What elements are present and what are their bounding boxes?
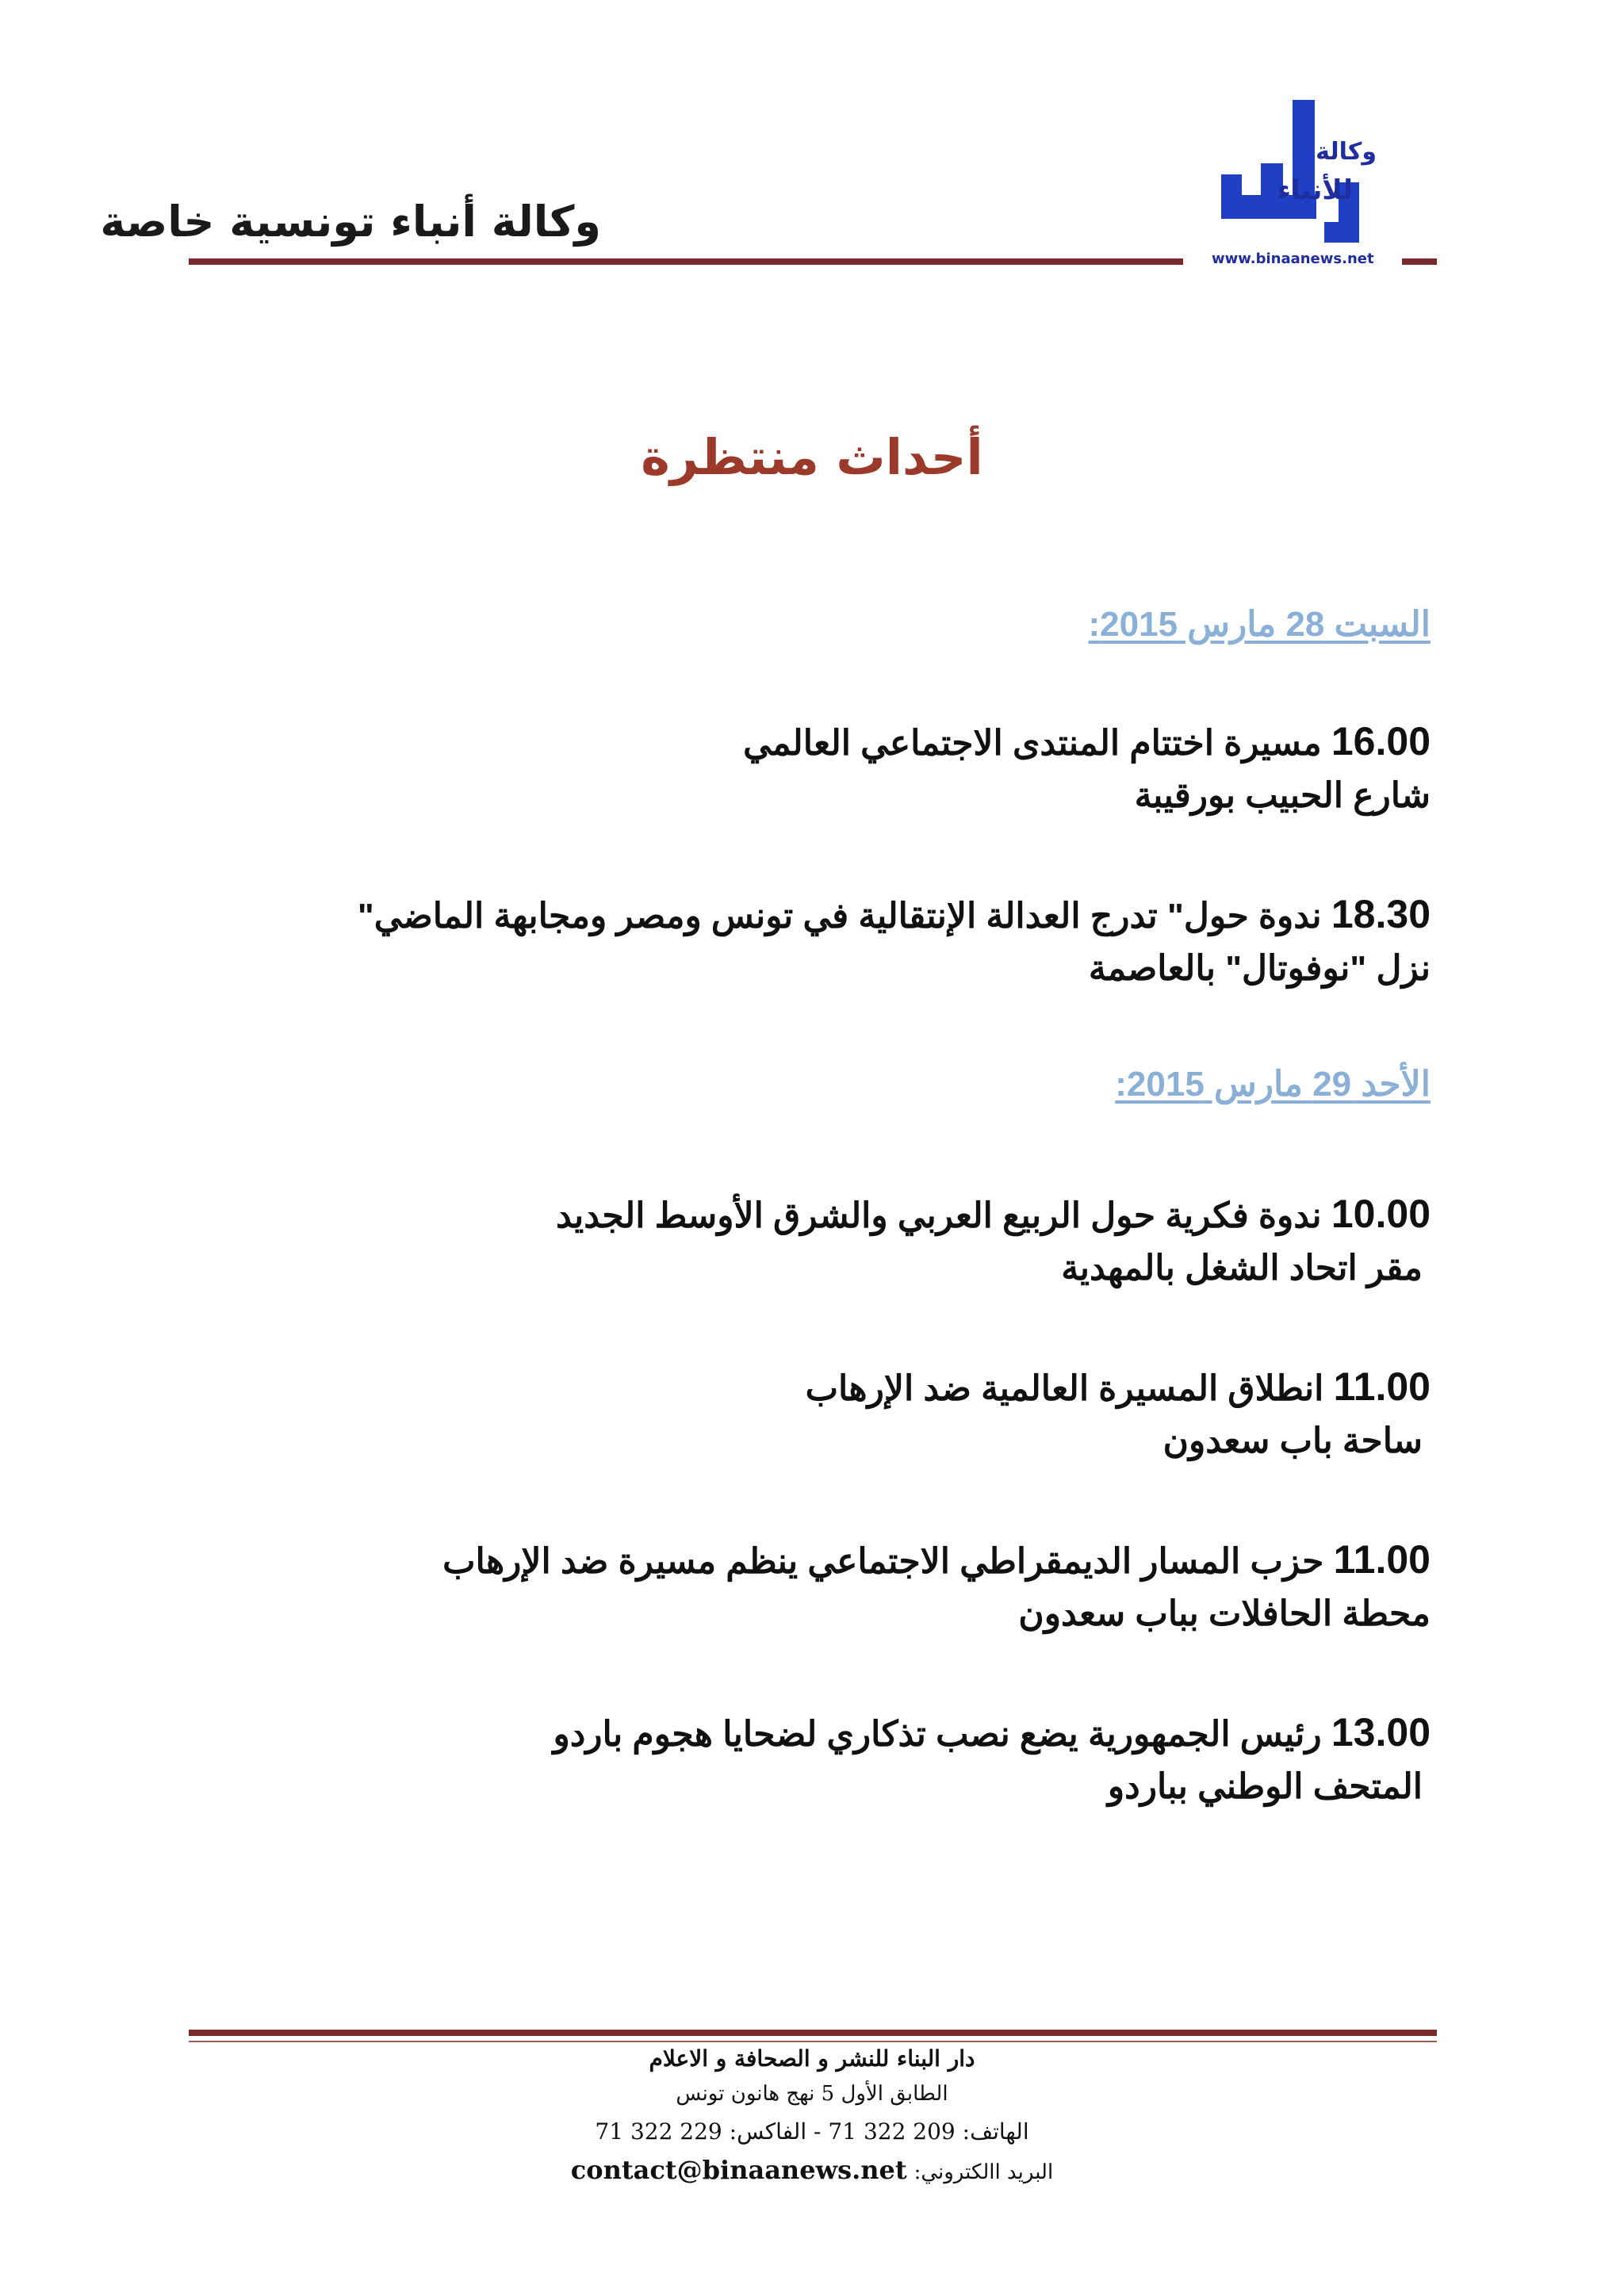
event-line [442, 1536, 1431, 1582]
logo-site-url[interactable]: www.binaanews.net [1212, 251, 1374, 267]
footer-email-label: البريد االكتروني: [914, 2160, 1054, 2184]
footer-rule-thin [189, 2041, 1437, 2042]
day-heading: الأحد 29 مارس 2015: [1115, 1065, 1431, 1104]
event-time: 10.00 [1331, 1192, 1431, 1236]
event-line [358, 891, 1431, 937]
event-location: مقر اتحاد الشغل بالمهدية [1061, 1249, 1423, 1288]
event-location: محطة الحافلات بباب سعدون [1018, 1594, 1431, 1633]
event-title: ندوة حول" تدرج العدالة الإنتقالية في تونس ومصر ومجابهة الماضي" [357, 897, 1322, 936]
event-title: حزب المسار الديمقراطي الاجتماعي ينظم مسيرة ضد الإرهاب [442, 1542, 1324, 1581]
agency-title: وكالة أنباء تونسية خاصة [100, 197, 601, 247]
event-title: رئيس الجمهورية يضع نصب تذكاري لضحايا هجوم باردو [553, 1715, 1322, 1754]
event-location: شارع الحبيب بورقيبة [1134, 776, 1431, 815]
logo-bar [1324, 222, 1359, 243]
event-line [556, 1191, 1431, 1237]
event-line [743, 718, 1431, 764]
event-line [553, 1709, 1431, 1755]
event-title: مسيرة اختتام المنتدى الاجتماعي العالمي [743, 724, 1322, 763]
event-time: 11.00 [1333, 1364, 1431, 1409]
day-heading: السبت 28 مارس 2015: [1088, 605, 1431, 644]
footer-email-line [0, 2155, 1624, 2185]
footer-rule [189, 2030, 1437, 2036]
logo-word-mid: للأنباء [1277, 174, 1353, 206]
footer-company: دار البناء للنشر و الصحافة و الاعلام [649, 2045, 975, 2072]
footer-address: الطابق الأول 5 نهج هانون تونس [676, 2082, 948, 2106]
header-rule-right [1402, 258, 1437, 265]
page-title: أحداث منتظرة [641, 428, 983, 486]
event-location: ساحة باب سعدون [1162, 1422, 1423, 1460]
event-time: 11.00 [1333, 1537, 1431, 1582]
event-time: 13.00 [1331, 1710, 1431, 1755]
event-location: نزل "نوفوتال" بالعاصمة [1088, 949, 1431, 988]
event-title: انطلاق المسيرة العالمية ضد الإرهاب [805, 1369, 1324, 1408]
footer-email[interactable]: contact@binaanews.net [570, 2155, 907, 2185]
logo-word-top: وكالة [1316, 138, 1377, 166]
header-rule [189, 258, 1183, 265]
footer-phones: الهاتف: 209 322 71 - الفاكس: 229 322 71 [595, 2118, 1029, 2145]
event-time: 16.00 [1331, 719, 1431, 763]
event-title: ندوة فكرية حول الربيع العربي والشرق الأوسط الجديد [555, 1196, 1322, 1235]
event-location: المتحف الوطني بباردو [1107, 1767, 1423, 1806]
event-time: 18.30 [1331, 892, 1431, 936]
agency-logo [1205, 95, 1380, 270]
event-line [806, 1364, 1431, 1410]
logo-bar [1221, 174, 1242, 214]
